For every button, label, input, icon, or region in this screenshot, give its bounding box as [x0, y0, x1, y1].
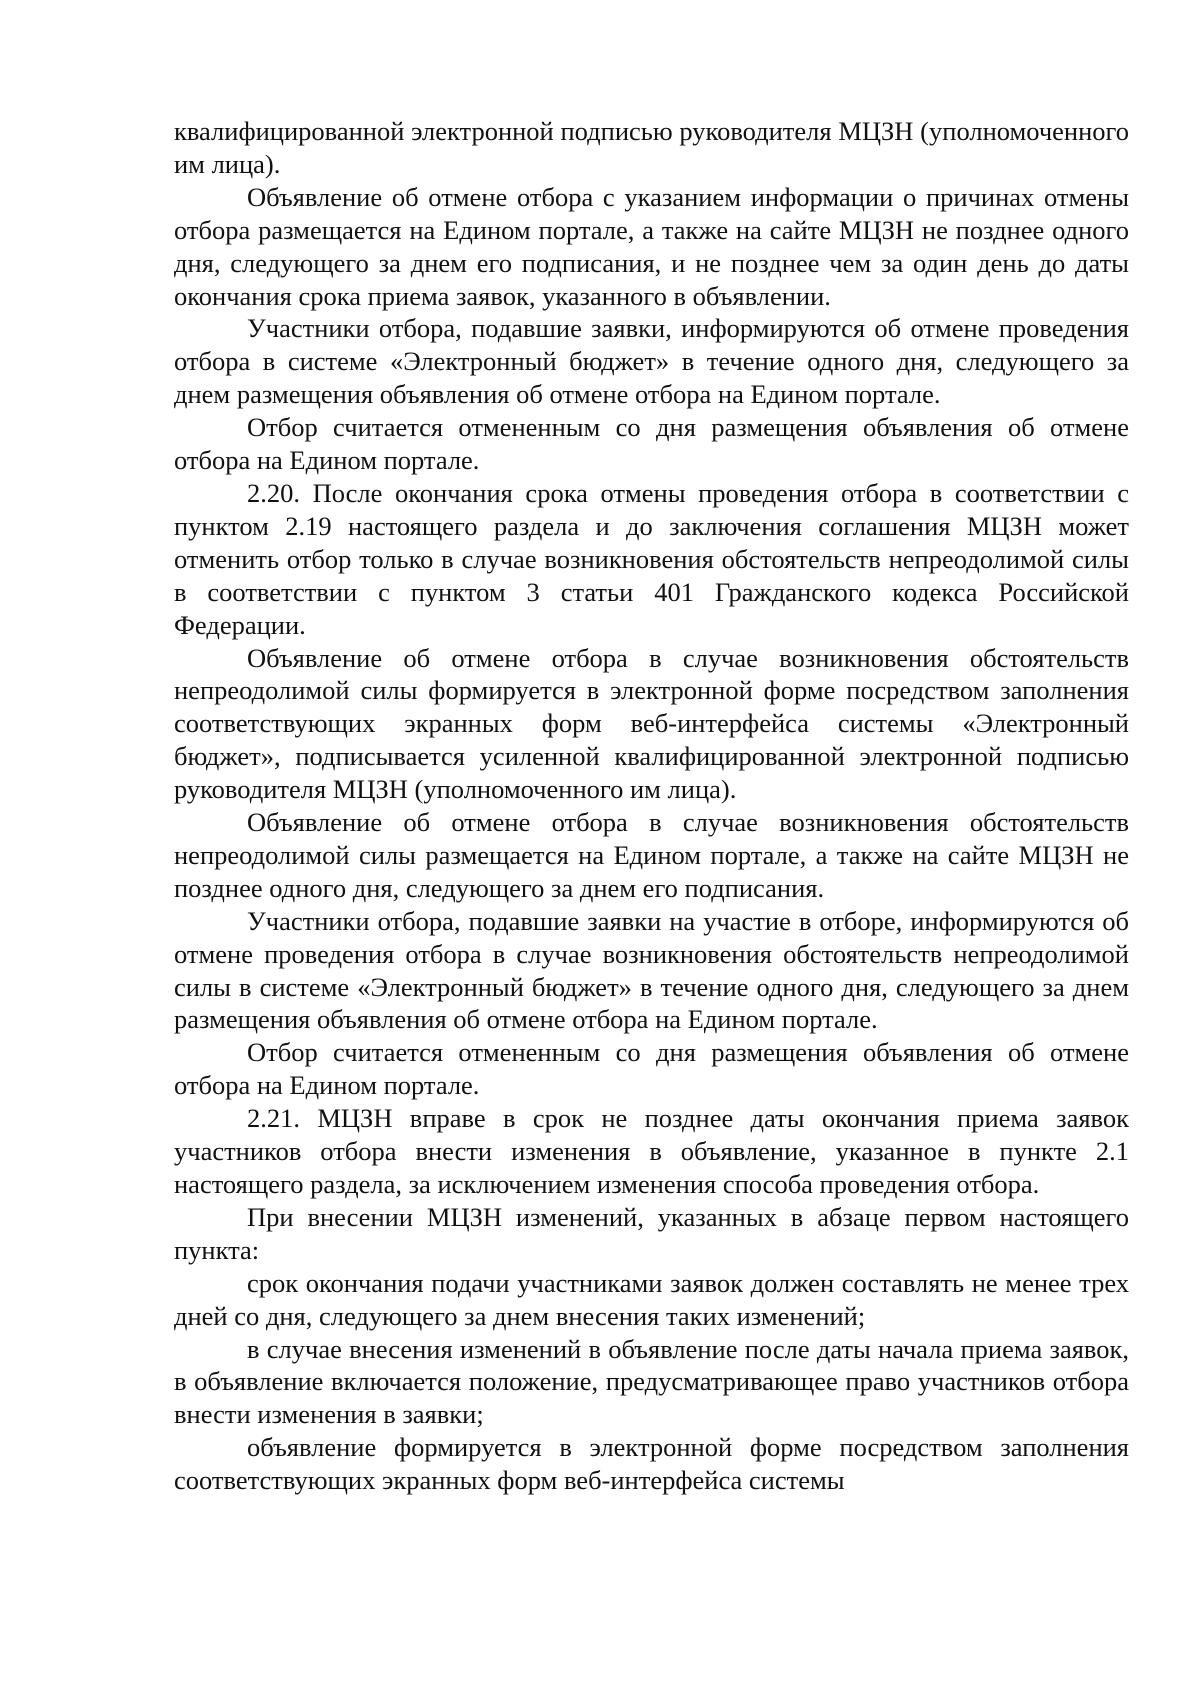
- paragraph-10-clause-2-21: 2.21. МЦЗН вправе в срок не позднее даты окончания приема заявок участников отбора внести изменения в объявление, указанное в пункте 2.1 настоящего раздела, за исключением изменения способа проведения отбора.: [174, 1103, 1129, 1199]
- paragraph-13: в случае внесения изменений в объявление после даты начала приема заявок, в объявление включается положение, предусматривающее право участников отбора внести изменения в заявки;: [174, 1333, 1129, 1430]
- paragraph-12: срок окончания подачи участниками заявок должен составлять не менее трех дней со дня, следующего за днем внесения таких изменений;: [174, 1267, 1129, 1331]
- paragraph-2: Объявление об отмене отбора с указанием информации о причинах отмены отбора размещается на Едином портале, а также на сайте МЦЗН не позднее одного дня, следующего за днем его подписания, и не позднее чем за один день до даты окончания срока приема заявок, указанного в объявлении.: [174, 181, 1129, 311]
- paragraph-1: квалифицированной электронной подписью руководителя МЦЗН (уполномоченного им лица).: [174, 116, 1129, 179]
- paragraph-5-clause-2-20: 2.20. После окончания срока отмены проведения отбора в соответствии с пунктом 2.19 настоящего раздела и до заключения соглашения МЦЗН может отменить отбор только в случае возникновения обстоятельств непреодолимой силы в соответствии с пунктом 3 статьи 401 Гражданского кодекса Российской Федерации.: [174, 477, 1129, 640]
- document-body: [174, 115, 1129, 1497]
- paragraph-4: Отбор считается отмененным со дня размещения объявления об отмене отбора на Едином портале.: [174, 412, 1129, 476]
- paragraph-7: Объявление об отмене отбора в случае возникновения обстоятельств непреодолимой силы размещается на Едином портале, а также на сайте МЦЗН не позднее одного дня, следующего за днем его подписания.: [174, 807, 1129, 903]
- paragraph-6: Объявление об отмене отбора в случае возникновения обстоятельств непреодолимой силы формируется в электронной форме посредством заполнения соответствующих экранных форм веб-интерфейса системы «Электронный бюджет», подписывается усиленной квалифицированной электронной подписью руководителя МЦЗН (уполномоченного им лица).: [174, 642, 1129, 805]
- paragraph-9: Отбор считается отмененным со дня размещения объявления об отмене отбора на Едином портале.: [174, 1037, 1129, 1101]
- paragraph-8: Участники отбора, подавшие заявки на участие в отборе, информируются об отмене проведения отбора в случае возникновения обстоятельств непреодолимой силы в системе «Электронный бюджет» в течение одного дня, следующего за днем размещения объявления об отмене отбора на Едином портале.: [174, 905, 1129, 1035]
- paragraph-11: При внесении МЦЗН изменений, указанных в абзаце первом настоящего пункта:: [174, 1201, 1129, 1265]
- paragraph-3: Участники отбора, подавшие заявки, информируются об отмене проведения отбора в системе «Электронный бюджет» в течение одного дня, следующего за днем размещения объявления об отмене отбора на Едином портале.: [174, 313, 1129, 410]
- paragraph-14: объявление формируется в электронной форме посредством заполнения соответствующих экранных форм веб-интерфейса системы: [174, 1432, 1129, 1496]
